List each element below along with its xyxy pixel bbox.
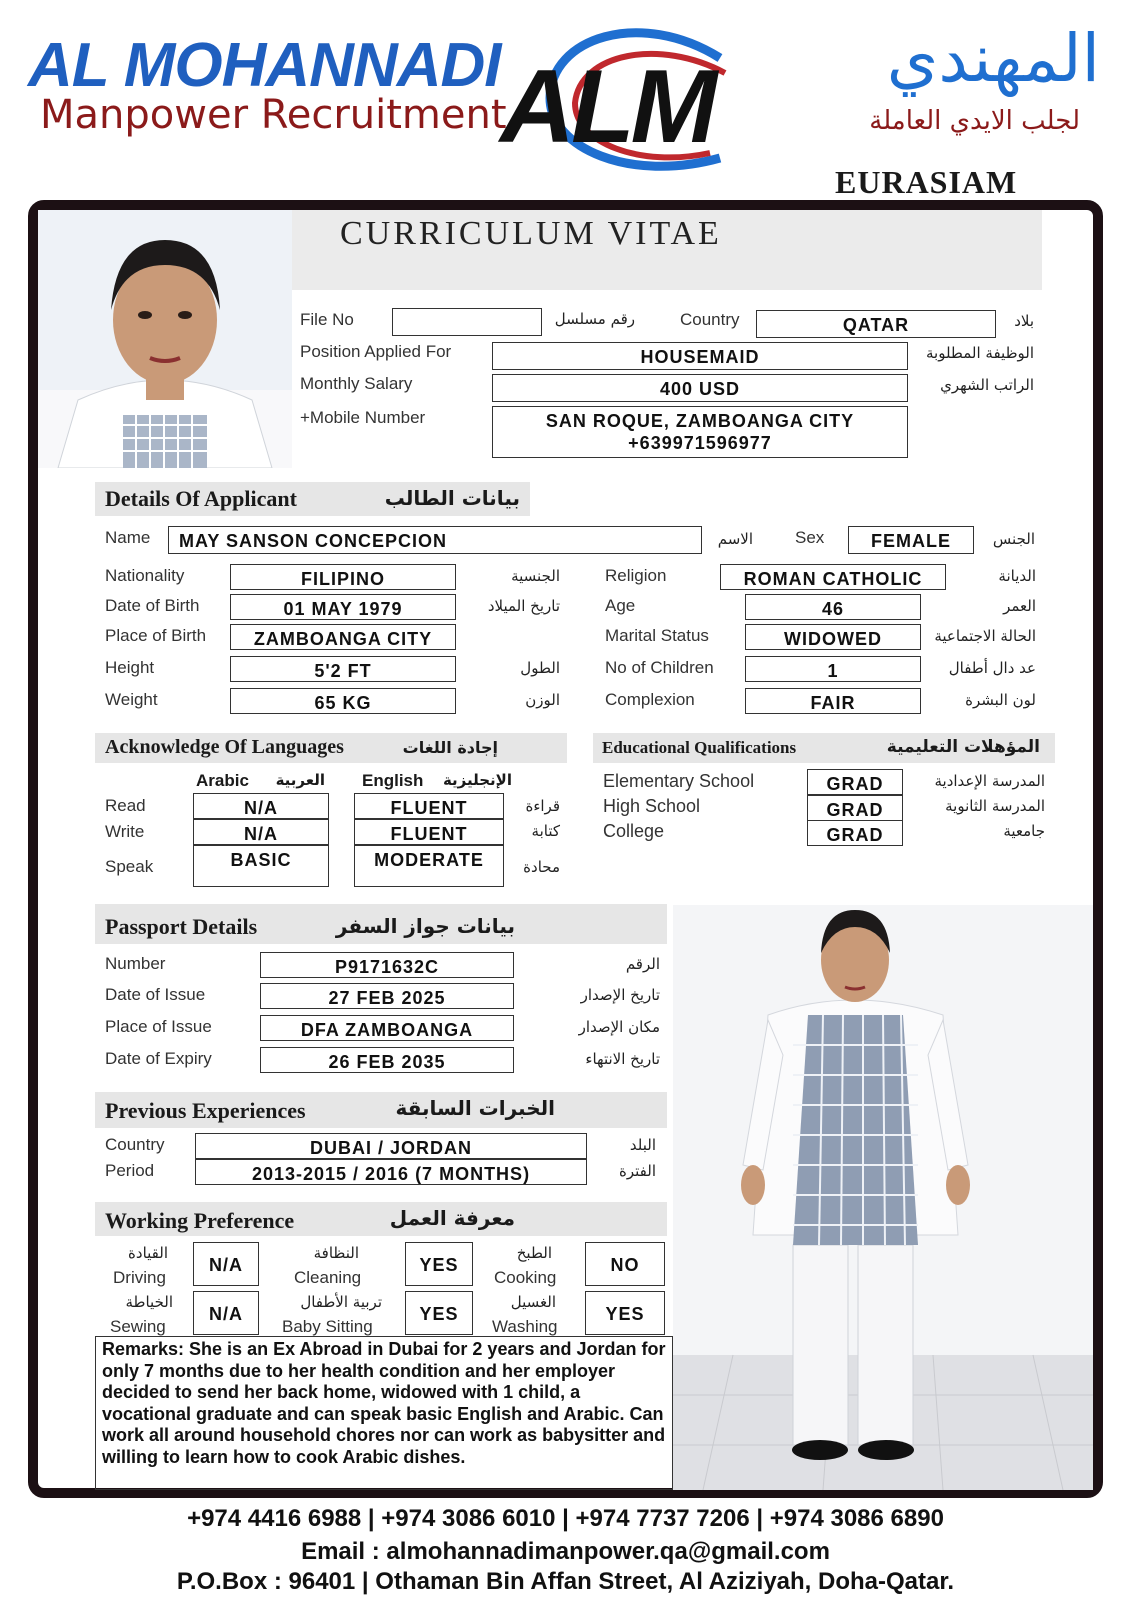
exp-period-label: Period: [105, 1161, 155, 1180]
applicant-portrait-photo: [38, 210, 292, 468]
children-arabic-label: عد دال أطفال: [948, 659, 1036, 677]
footer-email: Email : almohannadimanpower.qa@gmail.com: [301, 1538, 830, 1565]
edu-highschool-ar: المدرسة الثانوية: [945, 797, 1045, 815]
complexion-label: Complexion: [605, 690, 695, 709]
sex-arabic-label: الجنس: [992, 530, 1035, 548]
children-label: No of Children: [605, 658, 714, 677]
applicant-full-body-photo: [673, 905, 1093, 1490]
passport-section-arabic: بيانات جواز السفر: [335, 914, 515, 938]
exp-country-ar: البلد: [629, 1136, 656, 1154]
dob-value: 01 MAY 1979: [230, 594, 456, 620]
weight-value: 65 KG: [230, 688, 456, 714]
pob-label: Place of Birth: [105, 626, 207, 645]
pref-babysitting-label: Baby Sitting: [282, 1317, 373, 1336]
lang-read-arabic: N/A: [193, 793, 329, 819]
logo-arabic-name: المهندي: [886, 20, 1100, 97]
position-value: HOUSEMAID: [492, 342, 908, 370]
cv-title: CURRICULUM VITAE: [340, 215, 722, 252]
passport-expiry-ar: تاريخ الانتهاء: [585, 1050, 660, 1068]
education-section-arabic: المؤهلات التعليمية: [886, 737, 1040, 757]
pref-washing-value: YES: [585, 1291, 665, 1335]
lang-speak-english: MODERATE: [354, 845, 504, 887]
dob-arabic-label: تاريخ الميلاد: [487, 597, 560, 615]
experience-section-arabic: الخبرات السابقة: [395, 1096, 555, 1120]
marital-label: Marital Status: [605, 626, 709, 645]
experience-section-title: Previous Experiences: [105, 1098, 306, 1123]
pref-cooking-value: NO: [585, 1242, 665, 1286]
age-arabic-label: العمر: [1003, 597, 1036, 615]
file-no-arabic-label: رقم مسلسل: [554, 310, 635, 328]
religion-arabic-label: الديانة: [998, 567, 1036, 585]
country-value: QATAR: [756, 310, 996, 338]
pref-sewing-value: N/A: [193, 1291, 259, 1335]
nationality-label: Nationality: [105, 566, 185, 585]
lang-write-label: Write: [105, 822, 145, 841]
salary-value: 400 USD: [492, 374, 908, 402]
pref-babysitting-value: YES: [405, 1291, 473, 1335]
name-value: MAY SANSON CONCEPCION: [168, 526, 702, 554]
edu-college-value: GRAD: [807, 820, 903, 846]
pref-cleaning-value: YES: [405, 1242, 473, 1286]
pref-driving-value: N/A: [193, 1242, 259, 1286]
edu-elementary-ar: المدرسة الإعدادية: [934, 772, 1045, 790]
position-arabic-label: الوظيفة المطلوبة: [926, 344, 1034, 362]
edu-highschool-label: High School: [603, 796, 701, 816]
passport-expiry-label: Date of Expiry: [105, 1049, 212, 1068]
religion-value: ROMAN CATHOLIC: [720, 564, 946, 590]
languages-section-arabic: إجادة اللغات: [402, 738, 498, 757]
mobile-value-line1: SAN ROQUE, ZAMBOANGA CITY: [545, 411, 855, 431]
passport-number-value: P9171632C: [260, 952, 514, 978]
passport-issue-value: 27 FEB 2025: [260, 983, 514, 1009]
age-value: 46: [745, 594, 921, 620]
passport-issue-label: Date of Issue: [105, 985, 206, 1004]
height-value: 5'2 FT: [230, 656, 456, 682]
passport-section-title: Passport Details: [105, 914, 258, 939]
exp-country-value: DUBAI / JORDAN: [195, 1133, 587, 1159]
passport-place-ar: مكان الإصدار: [578, 1018, 660, 1036]
religion-label: Religion: [605, 566, 667, 585]
sex-label: Sex: [795, 528, 825, 547]
passport-number-label: Number: [105, 954, 166, 973]
passport-place-label: Place of Issue: [105, 1017, 212, 1036]
complexion-arabic-label: لون البشرة: [965, 691, 1036, 709]
exp-period-ar: الفترة: [619, 1162, 656, 1180]
pref-driving-label: Driving: [113, 1268, 166, 1287]
mobile-label: +Mobile Number: [300, 408, 426, 427]
languages-section-title: Acknowledge Of Languages: [105, 736, 344, 758]
pref-cleaning-ar: النظافة: [313, 1244, 359, 1262]
mobile-value-line2: +639971596977: [628, 433, 772, 453]
pref-sewing-label: Sewing: [110, 1317, 166, 1336]
applicant-section-title: Details Of Applicant: [105, 486, 297, 511]
pref-driving-ar: القيادة: [128, 1244, 168, 1262]
lang-speak-label: Speak: [105, 857, 154, 876]
pref-sewing-ar: الخياطة: [125, 1293, 173, 1311]
pref-washing-ar: الغسيل: [510, 1293, 556, 1311]
lang-read-english: FLUENT: [354, 793, 504, 819]
lang-write-arabic: N/A: [193, 819, 329, 845]
pref-cleaning-label: Cleaning: [294, 1268, 362, 1287]
dob-label: Date of Birth: [105, 596, 200, 615]
logo-mark: ALM: [500, 49, 714, 165]
country-arabic-label: بلاد: [1014, 312, 1034, 330]
weight-arabic-label: الوزن: [525, 691, 560, 709]
sub-brand: EURASIAM: [835, 164, 1018, 200]
children-value: 1: [745, 656, 921, 682]
pref-washing-label: Washing: [492, 1317, 558, 1336]
preference-section-title: Working Preference: [105, 1208, 295, 1233]
lang-speak-arabic: BASIC: [193, 845, 329, 887]
edu-highschool-value: GRAD: [807, 795, 903, 821]
marital-arabic-label: الحالة الاجتماعية: [934, 627, 1036, 645]
logo-company-name: AL MOHANNADI: [28, 31, 501, 100]
logo-arabic-tagline: لجلب الايدي العاملة: [869, 106, 1080, 136]
salary-arabic-label: الراتب الشهري: [940, 376, 1034, 394]
passport-place-value: DFA ZAMBOANGA: [260, 1015, 514, 1041]
country-label: Country: [680, 310, 740, 329]
sex-value: FEMALE: [848, 526, 974, 554]
salary-label: Monthly Salary: [300, 374, 413, 393]
edu-college-label: College: [603, 821, 665, 841]
footer-phone-numbers: +974 4416 6988 | +974 3086 6010 | +974 7737 7206 | +974 3086 6890: [187, 1505, 944, 1532]
pref-cooking-label: Cooking: [494, 1268, 557, 1287]
lang-col-arabic-ar: العربية: [275, 771, 325, 789]
lang-read-label: Read: [105, 796, 146, 815]
height-arabic-label: الطول: [520, 659, 560, 677]
preference-section-arabic: معرفة العمل: [389, 1206, 515, 1230]
pref-cooking-ar: الطبخ: [516, 1244, 552, 1262]
logo-tagline: Manpower Recruitment: [40, 92, 507, 138]
marital-value: WIDOWED: [745, 624, 921, 650]
passport-issue-ar: تاريخ الإصدار: [580, 986, 660, 1004]
name-label: Name: [105, 528, 151, 547]
nationality-arabic-label: الجنسية: [511, 567, 560, 585]
exp-country-label: Country: [105, 1135, 165, 1154]
lang-col-english-ar: الإنجليزية: [442, 771, 512, 789]
pob-value: ZAMBOANGA CITY: [230, 624, 456, 650]
edu-elementary-value: GRAD: [807, 769, 903, 795]
age-label: Age: [605, 596, 636, 615]
nationality-value: FILIPINO: [230, 564, 456, 590]
lang-write-english: FLUENT: [354, 819, 504, 845]
complexion-value: FAIR: [745, 688, 921, 714]
passport-expiry-value: 26 FEB 2035: [260, 1047, 514, 1073]
position-label: Position Applied For: [300, 342, 452, 361]
applicant-section-arabic: بيانات الطالب: [384, 486, 520, 510]
lang-speak-ar: محادة: [523, 858, 560, 876]
height-label: Height: [105, 658, 155, 677]
footer-address: P.O.Box : 96401 | Othaman Bin Affan Street, Al Aziziyah, Doha-Qatar.: [176, 1568, 955, 1595]
edu-elementary-label: Elementary School: [603, 771, 755, 791]
lang-col-english: English: [362, 771, 424, 790]
name-arabic-label: الاسم: [717, 530, 753, 548]
passport-number-ar: الرقم: [625, 955, 660, 973]
lang-read-ar: قراءة: [525, 797, 560, 815]
remarks-text: Remarks: She is an Ex Abroad in Dubai for 2 years and Jordan for only 7 months due to her health condition and her employer decided to send her back home, widowed with 1 child, a vocational graduate and can speak basic English and Arabic. Can work all around household chores nor can work as babysitter and willing to learn how to cook Arabic dishes.: [95, 1336, 673, 1490]
lang-write-ar: كتابة: [531, 822, 560, 840]
exp-period-value: 2013-2015 / 2016 (7 MONTHS): [195, 1159, 587, 1185]
pref-babysitting-ar: تربية الأطفال: [300, 1293, 382, 1311]
file-no-value: [392, 308, 542, 336]
mobile-value: [492, 406, 908, 458]
edu-college-ar: جامعية: [1003, 822, 1045, 840]
weight-label: Weight: [105, 690, 158, 709]
education-section-title: Educational Qualifications: [602, 738, 797, 757]
file-no-label: File No: [300, 310, 354, 329]
lang-col-arabic: Arabic: [196, 771, 249, 790]
